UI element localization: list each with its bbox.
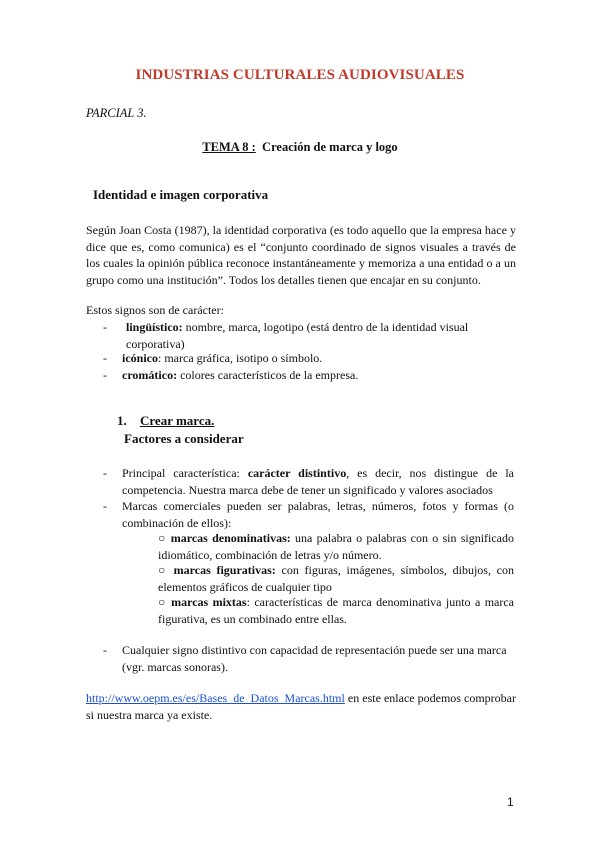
mark-type-denominative [158, 530, 514, 563]
bullet-dash: - [103, 466, 107, 480]
parcial-label: PARCIAL 3. [86, 106, 147, 120]
bullet-dash: - [103, 499, 107, 513]
factor-text: , es decir, nos distingue de la competencia. Nuestra marca debe de tener un significado y valores asociados [122, 466, 515, 497]
mark-type-figurative [158, 562, 514, 595]
sign-linguistic [126, 319, 496, 352]
mark-type-label: marcas mixtas [171, 595, 247, 609]
identity-heading: Identidad e imagen corporativa [93, 187, 269, 202]
sign-label: icónico [122, 351, 158, 365]
topic-number: TEMA 8 : [202, 140, 256, 154]
mark-type-label: marcas denominativas: [170, 531, 291, 545]
oepm-link[interactable]: http://www.oepm.es/es/Bases_de_Datos_Marcas.html [86, 691, 345, 705]
factor-text: Principal característica: [122, 466, 248, 480]
signs-intro: Estos signos son de carácter: [86, 303, 224, 317]
topic-title: Creación de marca y logo [262, 140, 398, 154]
bullet-dash: - [103, 643, 107, 657]
identity-paragraph: Según Joan Costa (1987), la identidad corporativa (es todo aquello que la empresa hace y dice que es, como comunica) es el “conjunto coordinado de signos visuales a través de los cuales la opinión pública reconoce instantáneamente y memoriza a una entidad o a un grupo como una institución”. Todos los detalles tienen que encajar en su conjunto. [86, 223, 516, 287]
factor-any-sign: Cualquier signo distintivo con capacidad de representación puede ser una marca (vgr. marcas sonoras). [122, 643, 507, 674]
circle-bullet-icon: ○ [158, 563, 168, 577]
sign-text: colores característicos de la empresa. [177, 368, 359, 382]
sign-text: : marca gráfica, isotipo o símbolo. [158, 351, 323, 365]
sign-label: cromático: [122, 368, 178, 382]
bullet-dash: - [103, 351, 107, 365]
mark-type-mixed [158, 594, 514, 627]
page-number: 1 [507, 795, 514, 809]
mark-type-text: una palabra o palabras con o sin significado idiomático, combinación de letras y/o número. [158, 531, 515, 562]
sign-chromatic [122, 367, 514, 384]
link-paragraph [86, 690, 516, 723]
sign-label: lingüístico: [126, 320, 183, 334]
section-title: Crear marca. [140, 413, 215, 428]
sign-iconic [122, 350, 514, 367]
bullet-dash: - [103, 320, 107, 334]
circle-bullet-icon: ○ [158, 595, 167, 609]
sign-text: nombre, marca, logotipo (está dentro de la identidad visual corporativa) [126, 320, 469, 351]
mark-type-label: marcas figurativas: [173, 563, 276, 577]
circle-bullet-icon: ○ [158, 531, 167, 545]
bullet-dash: - [103, 368, 107, 382]
mark-type-text: con figuras, imágenes, símbolos, dibujos, con elementos gráficos de cualquier tipo [158, 563, 514, 594]
factor-bold: carácter distintivo [247, 466, 347, 480]
factor-distinctive [122, 465, 514, 498]
mark-type-text: : características de marca denominativa junto a marca figurativa, es un combinado entre ellas. [158, 595, 515, 626]
factor-commercial: Marcas comerciales pueden ser palabras, letras, números, fotos y formas (o combinación de ellos): [122, 499, 514, 530]
section-number: 1. [117, 413, 127, 428]
section-subtitle: Factores a considerar [124, 431, 244, 446]
link-description: en este enlace podemos comprobar si nuestra marca ya existe. [86, 691, 516, 722]
document-title: INDUSTRIAS CULTURALES AUDIOVISUALES [135, 67, 465, 83]
topic-heading [0, 140, 600, 155]
